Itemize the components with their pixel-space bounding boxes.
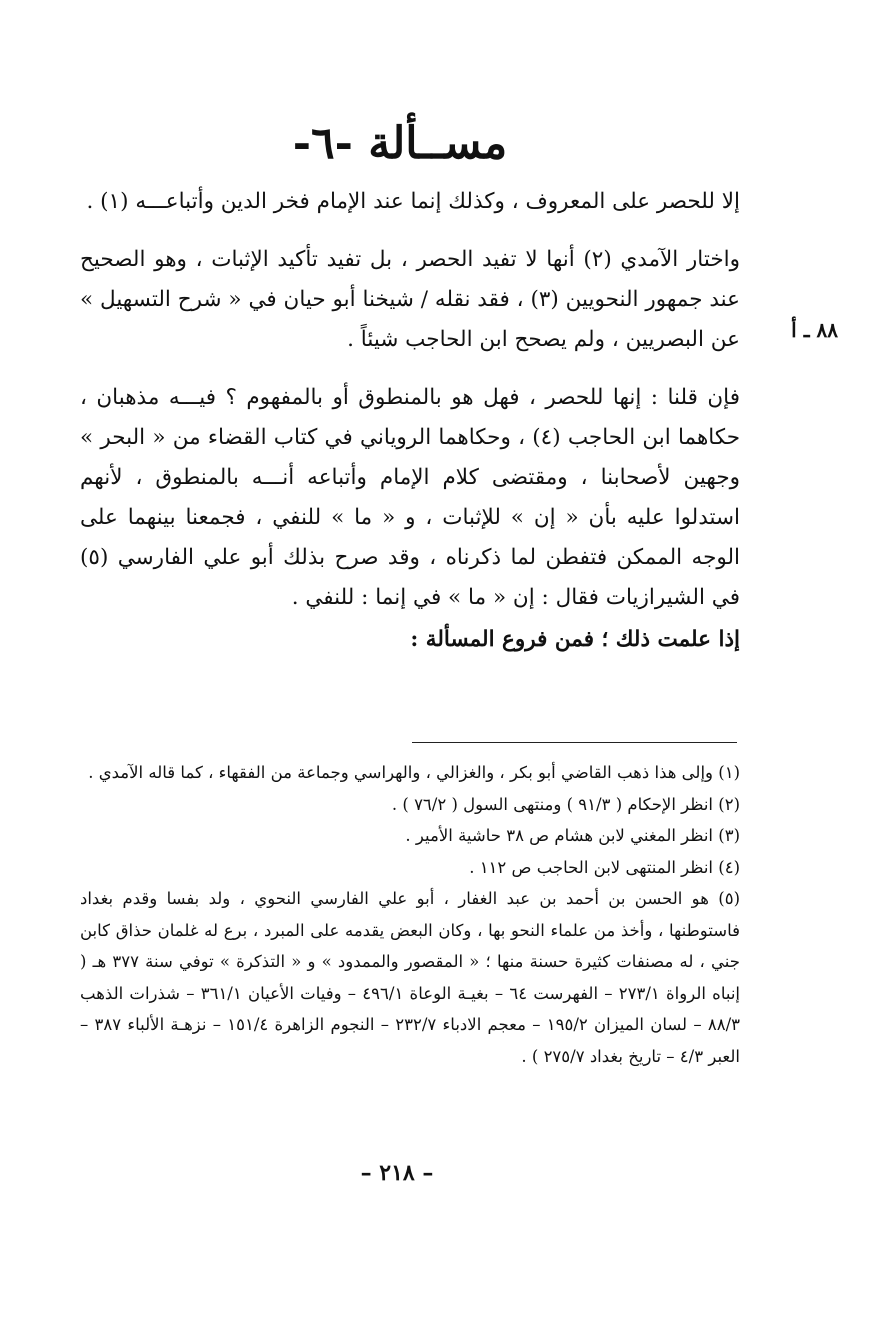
paragraph-2: واختار الآمدي (٢) أنها لا تفيد الحصر ، بل تفيد تأكيد الإثبات ، وهو الصحيح عند جمهور النحويين (٣) ، فقد نقله / شيخنا أبو حيان في « شرح التسهيل » عن البصريين ، ولم يصحح ابن الحاجب شيئاً . xyxy=(80,247,740,352)
paragraph-4: إذا علمت ذلك ؛ فمن فروع المسألة : xyxy=(410,627,740,652)
main-text-block xyxy=(80,182,740,660)
paragraph-1: إلا للحصر على المعروف ، وكذلك إنما عند الإمام فخر الدين وأتباعـــه (١) . xyxy=(86,189,740,214)
footnote-5: (٥) هو الحسن بن أحمد بن عبد الغفار ، أبو علي الفارسي النحوي ، ولد بفسا وقدم بغداد فاستوطنها ، وأخذ من علماء النحو بها ، وكان البعض يقدمه على المبرد ، برع له غلمان حذاق كابن جني ، له مصنفات كثيرة حسنة منها ؛ « المقصور والممدود » و « التذكرة » توفي سنة ٣٧٧ هـ ( إنباه الرواة ٢٧٣/١ – الفهرست ٦٤ – بغيـة الوعاة ٤٩٦/١ – وفيات الأعيان ٣٦١/١ – شذرات الذهب ٨٨/٣ – لسان الميزان ١٩٥/٢ – معجم الادباء ٢٣٢/٧ – النجوم الزاهرة ١٥١/٤ – نزهـة الألباء ٣٨٧ – العبر ٤/٣ – تاريخ بغداد ٢٧٥/٧ ) . xyxy=(80,889,741,1066)
footnote-1: (١) وإلى هذا ذهب القاضي أبو بكر ، والغزالي ، والهراسي وجماعة من الفقهاء ، كما قاله الآمدي . xyxy=(88,763,740,782)
page-number: – ٢١٨ – xyxy=(360,1160,434,1186)
footnote-separator xyxy=(412,742,737,743)
footnote-3: (٣) انظر المغني لابن هشام ص ٣٨ حاشية الأمير . xyxy=(405,826,740,845)
manuscript-folio-marker: ٨٨ ـ أ xyxy=(791,318,838,342)
footnote-4: (٤) انظر المنتهى لابن الحاجب ص ١١٢ . xyxy=(469,857,740,877)
footnote-2: (٢) انظر الإحكام ( ٩١/٣ ) ومنتهى السول ( ٧٦/٢ ) . xyxy=(391,794,740,814)
paragraph-3: فإن قلنا : إنها للحصر ، فهل هو بالمنطوق أو بالمفهوم ؟ فيـــه مذهبان ، حكاهما ابن الحاجب (٤) ، وحكاهما الروياني في كتاب القضاء من « البحر » وجهين لأصحابنا ، ومقتضى كلام الإمام وأتباعه أنـــه بالمنطوق ، لأنهم استدلوا عليه بأن « إن » للإثبات ، و « ما » للنفي ، فجمعنا بينهما على الوجه الممكن فتفطن لما ذكرناه ، وقد صرح بذلك أبو علي الفارسي (٥) في الشيرازيات فقال : إن « ما » في إنما : للنفي . xyxy=(80,385,740,610)
footnotes-block xyxy=(80,757,740,1072)
section-title: مســألة -٦- xyxy=(292,118,508,169)
